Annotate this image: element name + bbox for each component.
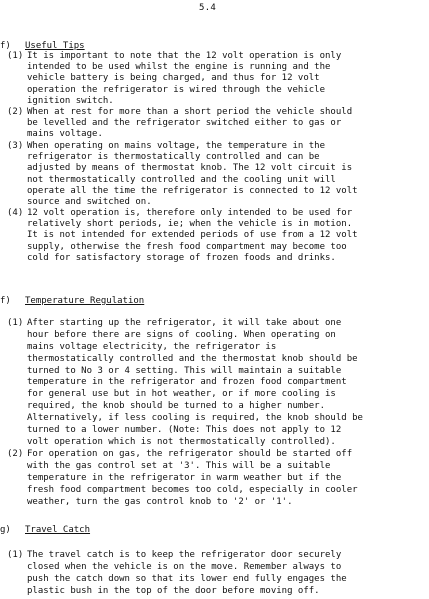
text-line: refrigerator is thermostatically controlled and can be bbox=[27, 152, 320, 163]
text-line: source and switched on. bbox=[27, 196, 152, 207]
text-line: When at rest for more than a short period the vehicle should bbox=[27, 107, 353, 117]
text-line: temperature in the refrigerator and frozen food compartment bbox=[27, 377, 347, 388]
text-line: turned to a lower number. (Note: This does not apply to 12 bbox=[27, 425, 342, 436]
section-heading bbox=[0, 295, 144, 308]
item-text bbox=[27, 208, 429, 264]
text-line: ignition switch. bbox=[27, 95, 114, 106]
text-line: turned to No 3 or 4 setting. This will maintain a suitable bbox=[27, 365, 342, 376]
text-line: not thermostatically controlled and the cooling unit will bbox=[27, 174, 336, 185]
text-line: cold for satisfactory storage of frozen foods and drinks. bbox=[27, 252, 336, 263]
page-number: 5.4 bbox=[199, 3, 217, 13]
item-number: (3) bbox=[7, 141, 24, 151]
text-line: After starting up the refrigerator, it will take about one bbox=[27, 318, 342, 328]
text-line: volt operation which is not thermostatically controlled). bbox=[27, 436, 336, 447]
text-line: relatively short periods, ie; when the vehicle is in motion. bbox=[27, 219, 353, 230]
text-line: be levelled and the refrigerator switched either to gas or bbox=[27, 118, 342, 129]
text-line: with the gas control set at '3'. This will be a suitable bbox=[27, 460, 331, 471]
text-line: weather, turn the gas control knob to '2' or '1'. bbox=[27, 496, 293, 507]
item-text bbox=[27, 550, 429, 598]
item-text bbox=[27, 449, 429, 508]
text-line: thermostatically controlled and the thermostat knob should be bbox=[27, 353, 358, 364]
item-text bbox=[27, 141, 429, 208]
text-line: plastic bush in the top of the door before moving off. bbox=[27, 585, 320, 596]
item-number: (2) bbox=[7, 107, 24, 117]
item-text bbox=[27, 51, 429, 107]
section-title: Useful Tips bbox=[25, 41, 85, 51]
text-line: intended to be used whilst the engine is running and the bbox=[27, 62, 331, 73]
text-line: operation the refrigerator is wired through the vehicle bbox=[27, 84, 326, 95]
text-line: hour before there are signs of cooling. When operating on bbox=[27, 329, 336, 340]
section-title: Temperature Regulation bbox=[25, 296, 145, 306]
text-line: The travel catch is to keep the refrigerator door securely bbox=[27, 550, 342, 560]
section-letter: f) bbox=[0, 296, 11, 306]
text-line: required, the knob should be turned to a higher number. bbox=[27, 401, 326, 412]
section-heading bbox=[0, 524, 90, 537]
text-line: mains voltage. bbox=[27, 129, 103, 140]
text-line: vehicle battery is being charged, and thus for 12 volt bbox=[27, 73, 320, 84]
text-line: For operation on gas, the refrigerator should be started off bbox=[27, 449, 353, 459]
text-line: for general use but in hot weather, or if more cooling is bbox=[27, 389, 336, 400]
item-number: (1) bbox=[7, 51, 24, 61]
text-line: supply, otherwise the fresh food compartment may become too bbox=[27, 241, 347, 252]
section-title: Travel Catch bbox=[25, 525, 91, 535]
item-text bbox=[27, 318, 429, 449]
text-line: It is important to note that the 12 volt operation is only bbox=[27, 51, 342, 61]
text-line: Alternatively, if less cooling is required, the knob should be bbox=[27, 413, 363, 424]
text-line: closed when the vehicle is on the move. Remember always to bbox=[27, 561, 342, 572]
item-number: (2) bbox=[7, 449, 24, 459]
text-line: adjusted by means of thermostat knob. The 12 volt circuit is bbox=[27, 163, 353, 174]
text-line: fresh food compartment becomes too cold, especially in cooler bbox=[27, 484, 358, 495]
item-number: (4) bbox=[7, 208, 24, 218]
item-text bbox=[27, 107, 429, 141]
text-line: 12 volt operation is, therefore only intended to be used for bbox=[27, 208, 353, 218]
text-line: temperature in the refrigerator in warm weather but if the bbox=[27, 472, 342, 483]
section-letter: f) bbox=[0, 41, 11, 51]
item-number: (1) bbox=[7, 550, 24, 560]
text-line: push the catch down so that its lower end fully engages the bbox=[27, 573, 347, 584]
text-line: mains voltage electricity, the refrigerator is bbox=[27, 341, 277, 352]
text-line: It is not intended for extended periods of use from a 12 volt bbox=[27, 230, 358, 241]
item-number: (1) bbox=[7, 318, 24, 328]
section-letter: g) bbox=[0, 525, 11, 535]
text-line: When operating on mains voltage, the temperature in the bbox=[27, 141, 326, 151]
text-line: operate all the time the refrigerator is connected to 12 volt bbox=[27, 185, 358, 196]
